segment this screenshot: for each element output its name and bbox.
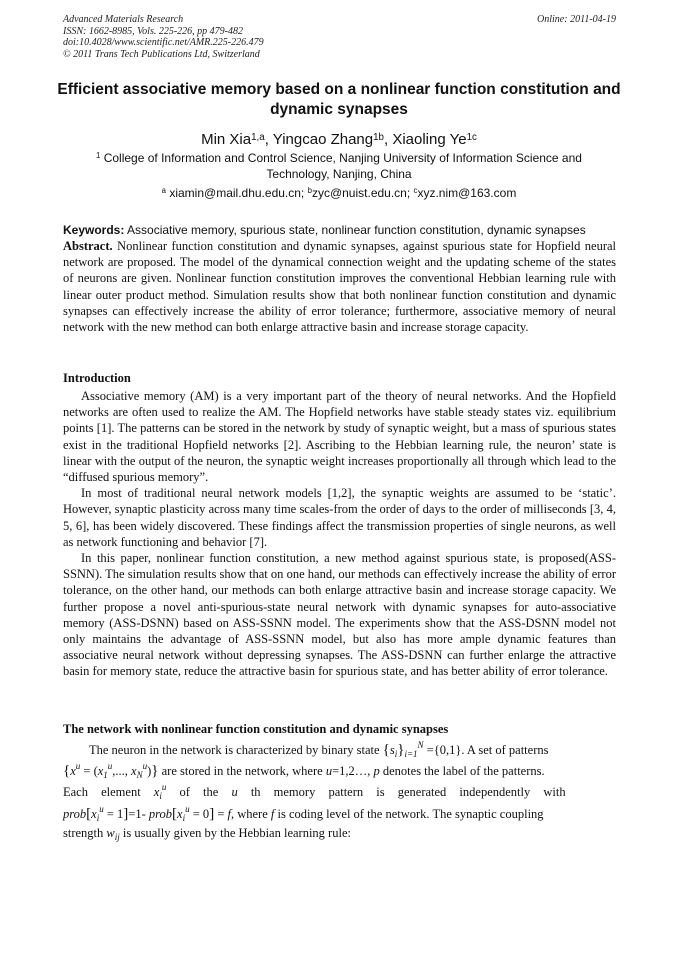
formula-probability: $prob[x_i^u = 1]=1-$ $prob[x_i^u = 0] = f$ [63, 803, 231, 823]
author-sup: 1b [373, 132, 384, 143]
formula-binary-state: $\{s_i\}_{i=1}^N =\{0,1\}$ [382, 740, 462, 759]
network-line: strength $w_{ij}$ is usually given by the Hebbian learning rule: [63, 825, 351, 842]
affiliation-text: College of Information and Control Science, Nanjing University of Information Science and Technology, Nanjing, China [103, 151, 582, 181]
paper-title: Efficient associative memory based on a nonlinear function constitution and dynamic synapses [57, 81, 621, 118]
abstract [63, 238, 616, 335]
author-list: Min Xia$^{1,a}$, Yingcao Zhang$^{1b}$, Xiaoling $Ye^{1c}$ [201, 131, 477, 148]
author-name: Min Xia [201, 131, 252, 148]
email-sup: a [161, 186, 166, 195]
intro-paragraph: Associative memory (AM) is a very important part of the theory of neural networks. And the Hopfield networks are often used to realize the AM. The Hopfield networks have stable steady states viz. equilibrium points [1]. The patterns can be stored in the network by study of synaptic weight, but a mass of spurious states exist in the traditional Hopfield networks [2]. Ascribing to the Hebbian learning rule, the neuron’ state is linear with the output of the neuron, the synaptic weight increases proportionally all through which lead to the “diffused spurious memory”. [63, 389, 616, 485]
journal-copyright: © 2011 Trans Tech Publications Ltd, Switzerland [63, 48, 260, 60]
abstract-text: Nonlinear function constitution and dynamic synapses, against spurious state for Hopfield neural network are proposed. The model of the dynamical connection weight and the updating scheme of the states of neurons are given. Nonlinear function constitution improves the conventional Hebbian learning rule with linear outer product method. Simulation results show that both nonlinear function constitution and dynamic synapses can effectively increase the ability of error tolerance; furthermore, associative memory of neural network with the new method can both enlarge attractive basin and increase storage capacity. [63, 239, 616, 335]
formula-weight: $w_{ij}$ [106, 825, 120, 842]
intro-paragraph: In this paper, nonlinear function constitution, a new method against spurious state, is proposed(ASS-SSNN). The simulation results show that on one hand, our methods can effectively increase the ability of error tolerance, on the other hand, our methods can both enlarge attractive basin and increase storage capacity. We further propose a novel anti-spurious-state neural network with dynamic synapses for auto-associative memory (ASS-DSNN) based on ASS-SSNN model. The experiments show that the ASS-DSNN model not only maintains the advantage of ASS-SSNN model, but also has more ample dynamic features than associative neural network without depressing synapses. The ASS-DSNN can further enlarge the attractive basin for memory state, reduce the attractive basin for spurious state, and has better ability of error tolerance. [63, 551, 616, 679]
network-line: Each element $x_i^u$ of the u th memory pattern is generated independently with [63, 782, 566, 802]
network-line: $prob[x_i^u = 1]=1-$ $prob[x_i^u = 0] = f$, where f is coding level of the network. The synaptic coupling [63, 803, 544, 823]
network-line: The neuron in the network is characterized by binary state $\{s_i\}_{i=1}^N =\{0,1\}$. A set of patterns [89, 740, 549, 759]
author-sup: 1c [466, 132, 477, 143]
author-name: Xiaoling Ye [392, 131, 467, 148]
section-heading-network: The network with nonlinear function constitution and dynamic synapses [63, 722, 449, 736]
online-date: Online: 2011-04-19 [537, 14, 616, 25]
network-line: {$x^u = (x_1^u$,..., $x_N^u$)} are stored in the network, where u=1,2…, p denotes the label of the patterns. [63, 761, 545, 781]
formula-pattern-set: {$x^u = (x_1^u$,..., $x_N^u$)} [63, 761, 159, 781]
formula-element: $x_i^u$ [153, 782, 167, 802]
journal-doi: doi:10.4028/www.scientific.net/AMR.225-226.479 [63, 37, 264, 48]
intro-paragraph: In most of traditional neural network models [1,2], the synaptic weights are assumed to be ‘static’. However, synaptic plasticity across many time scales-from the order of days to the order of milliseconds [3, 4, 5, 6], has been widely discovered. These findings affect the transmission properties of single neurons, as well as network functioning and behavior [7]. [63, 486, 616, 549]
author-emails [40, 185, 638, 201]
keywords [63, 222, 616, 238]
journal-header [63, 14, 616, 60]
journal-issn: ISSN: 1662-8985, Vols. 225-226, pp 479-482 [63, 25, 243, 37]
author-sup: 1,a [251, 132, 265, 143]
introduction-body [63, 388, 616, 680]
email-address[interactable]: xyz.nim@163.com [417, 186, 517, 200]
email-address[interactable]: xiamin@mail.dhu.edu.cn; [169, 186, 305, 200]
affiliation-sup: 1 [96, 151, 101, 160]
section-heading-introduction: Introduction [63, 371, 131, 385]
keywords-label: Keywords: [63, 223, 125, 237]
abstract-label: Abstract. [63, 239, 113, 253]
author-name: Yingcao Zhang [272, 131, 374, 148]
email-address[interactable]: zyc@nuist.edu.cn; [311, 186, 411, 200]
email-sup: b [307, 186, 312, 195]
affiliation [70, 150, 608, 182]
email-sup: c [413, 186, 418, 195]
network-body [63, 742, 616, 842]
journal-name: Advanced Materials Research [63, 14, 184, 25]
keywords-text: Associative memory, spurious state, nonlinear function constitution, dynamic synapses [127, 223, 586, 237]
